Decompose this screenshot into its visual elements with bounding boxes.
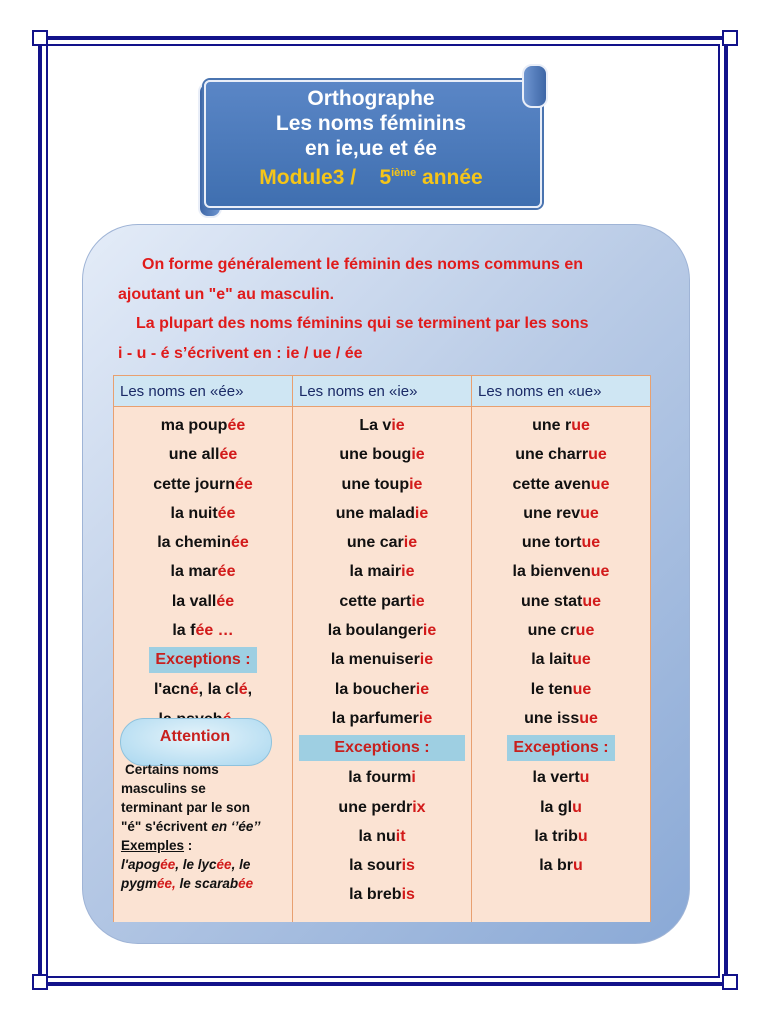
word-ending: i	[411, 769, 416, 787]
word-stem: une charr	[515, 446, 589, 464]
word-item	[114, 616, 292, 645]
exception-item	[293, 880, 471, 909]
word-ending: ée …	[195, 622, 234, 640]
word-stem: ma poup	[160, 417, 228, 434]
example-line	[121, 855, 289, 874]
exception-item	[293, 822, 471, 851]
intro-line-2: ajoutant un "e" au masculin.	[118, 286, 335, 303]
attention-note	[121, 760, 289, 893]
grade-superscript: ième	[391, 167, 417, 179]
word-ending: ée	[217, 563, 236, 581]
word-stem: la trib	[534, 827, 578, 845]
word-stem: la mar	[170, 563, 218, 581]
attention-label: Attention	[159, 728, 231, 745]
word-stem: une tort	[521, 534, 582, 552]
corner-ornament	[722, 974, 738, 990]
word-ending: ue	[590, 563, 610, 581]
title-line-3: en ie,ue et ée	[305, 137, 437, 160]
word-stem: , le	[231, 857, 251, 872]
word-item	[472, 528, 650, 557]
word-ending: ue	[571, 417, 590, 434]
word-ending: ie	[401, 563, 415, 581]
exception-item	[293, 763, 471, 792]
word-item	[293, 645, 471, 674]
word-stem: cette journ	[153, 475, 235, 493]
word-stem: , le lyc	[175, 857, 217, 872]
word-ending: ée	[217, 504, 236, 522]
corner-ornament	[32, 30, 48, 46]
word-stem: une all	[168, 446, 220, 464]
intro-line-4: i - u - é s’écrivent en : ie / ue / ée	[118, 345, 363, 362]
attention-text-4b: en ‘’ée’’	[211, 819, 261, 834]
word-ending: ée	[160, 857, 176, 872]
word-item	[472, 675, 650, 704]
word-item	[114, 411, 292, 440]
attention-text-2: masculins se	[121, 781, 206, 796]
word-item	[472, 704, 650, 733]
word-ending: ée	[227, 417, 246, 434]
word-item	[114, 528, 292, 557]
word-ending: é	[189, 681, 199, 699]
module-label: Module3 /	[259, 166, 357, 189]
column-header-ue: Les noms en «ue»	[472, 376, 651, 407]
word-item	[293, 587, 471, 616]
word-stem: la nu	[358, 827, 396, 845]
word-ending: ie	[414, 504, 429, 522]
word-item	[472, 616, 650, 645]
intro-line-1: On forme généralement le féminin des noms communs en	[142, 256, 583, 273]
exception-item	[472, 822, 650, 851]
word-ending: is	[401, 886, 415, 904]
word-item	[293, 704, 471, 733]
word-stem: la f	[172, 622, 196, 640]
word-stem: la menuiser	[330, 651, 420, 669]
exception-item	[293, 851, 471, 880]
word-stem: une car	[346, 534, 404, 552]
column-ie	[293, 407, 471, 910]
word-item	[293, 470, 471, 499]
word-ending: ue	[590, 475, 610, 493]
examples-colon: :	[184, 838, 193, 853]
word-item	[472, 587, 650, 616]
word-stem: le ten	[530, 680, 573, 698]
exception-item	[114, 675, 292, 704]
word-ending: ée	[219, 446, 238, 464]
word-ending: é	[238, 681, 248, 699]
exception-item	[472, 793, 650, 822]
word-item	[293, 440, 471, 469]
word-ending: ue	[582, 592, 601, 610]
word-ending: ée	[216, 592, 235, 610]
word-stem: une iss	[524, 709, 580, 727]
word-ending: ée	[231, 534, 249, 552]
exceptions-label: Exceptions :	[299, 735, 465, 761]
word-ending: ie	[403, 534, 418, 552]
word-stem: pygm	[121, 876, 158, 891]
word-stem: la chemin	[157, 534, 231, 552]
word-ending: ée	[235, 475, 253, 493]
word-stem: cette part	[339, 592, 412, 610]
word-stem: une stat	[520, 592, 583, 610]
word-ending: ée	[216, 857, 232, 872]
word-item	[114, 557, 292, 586]
exception-item	[472, 763, 650, 792]
word-item	[114, 470, 292, 499]
column-header-ee: Les noms en «ée»	[114, 376, 293, 407]
word-stem: la br	[539, 857, 573, 875]
corner-ornament	[32, 974, 48, 990]
word-ending: ue	[572, 651, 591, 669]
word-ending: ie	[419, 651, 434, 669]
column-header-ie: Les noms en «ie»	[293, 376, 472, 407]
word-stem: la sour	[349, 857, 402, 875]
word-stem: une rev	[523, 504, 581, 522]
word-item	[472, 470, 650, 499]
word-stem: la fourm	[348, 769, 412, 787]
word-ending: ie	[411, 446, 425, 464]
word-stem: une boug	[339, 446, 412, 464]
word-ending: ue	[572, 680, 592, 698]
exceptions-label: Exceptions :	[149, 647, 257, 673]
word-ending: ie	[422, 622, 437, 640]
word-ending: u	[579, 769, 590, 787]
word-ending: ix	[412, 798, 426, 816]
word-ending: ue	[580, 504, 599, 522]
word-ending: u	[573, 857, 583, 875]
word-item	[293, 675, 471, 704]
word-item	[293, 411, 471, 440]
word-ending: ue	[579, 709, 598, 727]
word-item	[293, 528, 471, 557]
column-ee	[114, 407, 292, 734]
word-stem: la parfumer	[331, 709, 419, 727]
intro-line-3: La plupart des noms féminins qui se terminent par les sons	[136, 315, 589, 332]
page-title	[210, 86, 532, 190]
word-ending: it	[395, 827, 406, 845]
word-stem: la mair	[349, 563, 402, 581]
word-stem: la lait	[531, 651, 573, 669]
word-stem: , la cl	[198, 681, 239, 699]
examples-heading	[121, 836, 289, 855]
word-stem: la boucher	[334, 680, 416, 698]
word-item	[293, 616, 471, 645]
word-item	[472, 499, 650, 528]
grade-word: année	[422, 166, 483, 189]
word-item	[114, 499, 292, 528]
word-ending: ie	[391, 417, 405, 434]
word-stem: une malad	[335, 504, 415, 522]
word-stem: la gl	[540, 798, 573, 816]
word-stem: l'apog	[121, 857, 161, 872]
word-item	[472, 411, 650, 440]
word-stem: une toup	[341, 475, 410, 493]
word-stem: la boulanger	[327, 622, 423, 640]
word-item	[472, 557, 650, 586]
word-item	[472, 645, 650, 674]
word-stem: la bienven	[512, 563, 591, 581]
attention-text-4	[121, 817, 289, 836]
exception-item	[472, 851, 650, 880]
word-item	[293, 557, 471, 586]
attention-text-3: terminant par le son	[121, 800, 251, 815]
column-ue	[472, 407, 650, 880]
examples-list	[121, 855, 289, 893]
word-ending: ée,	[157, 876, 176, 891]
word-ending: is	[401, 857, 415, 875]
examples-label: Exemples	[121, 838, 185, 853]
word-item	[114, 440, 292, 469]
word-stem: La v	[359, 417, 392, 434]
exception-item	[293, 793, 471, 822]
word-item	[293, 499, 471, 528]
module-line	[210, 161, 532, 190]
word-ending: ée	[238, 876, 254, 891]
word-stem: une perdr	[338, 798, 413, 816]
word-stem: la nuit	[170, 504, 218, 522]
word-stem: une cr	[527, 622, 576, 640]
word-stem: une r	[532, 417, 572, 434]
word-stem: la vall	[171, 592, 217, 610]
word-ending: ie	[415, 680, 430, 698]
grade-number: 5	[379, 166, 392, 189]
attention-text-4a: "é" s'écrivent	[121, 819, 212, 834]
example-line	[121, 874, 289, 893]
title-line-2: Les noms féminins	[275, 112, 467, 135]
word-stem: la vert	[532, 769, 580, 787]
corner-ornament	[722, 30, 738, 46]
word-ending: ue	[588, 446, 607, 464]
word-ending: ie	[409, 475, 423, 493]
attention-text-1: Certains noms	[125, 762, 219, 777]
word-item	[472, 440, 650, 469]
word-ending: ie	[411, 592, 425, 610]
word-ending: ie	[418, 709, 433, 727]
word-item	[114, 587, 292, 616]
word-stem: cette aven	[512, 475, 591, 493]
word-stem: le scarab	[175, 876, 239, 891]
word-stem: l'acn	[153, 681, 190, 699]
word-ending: ue	[581, 534, 601, 552]
title-line-1: Orthographe	[307, 87, 435, 110]
word-ending: ue	[575, 622, 595, 640]
word-stem: la breb	[349, 886, 402, 904]
word-ending: u	[577, 827, 588, 845]
word-stem: ,	[247, 681, 253, 699]
word-ending: u	[572, 798, 582, 816]
exceptions-label: Exceptions :	[507, 735, 615, 761]
